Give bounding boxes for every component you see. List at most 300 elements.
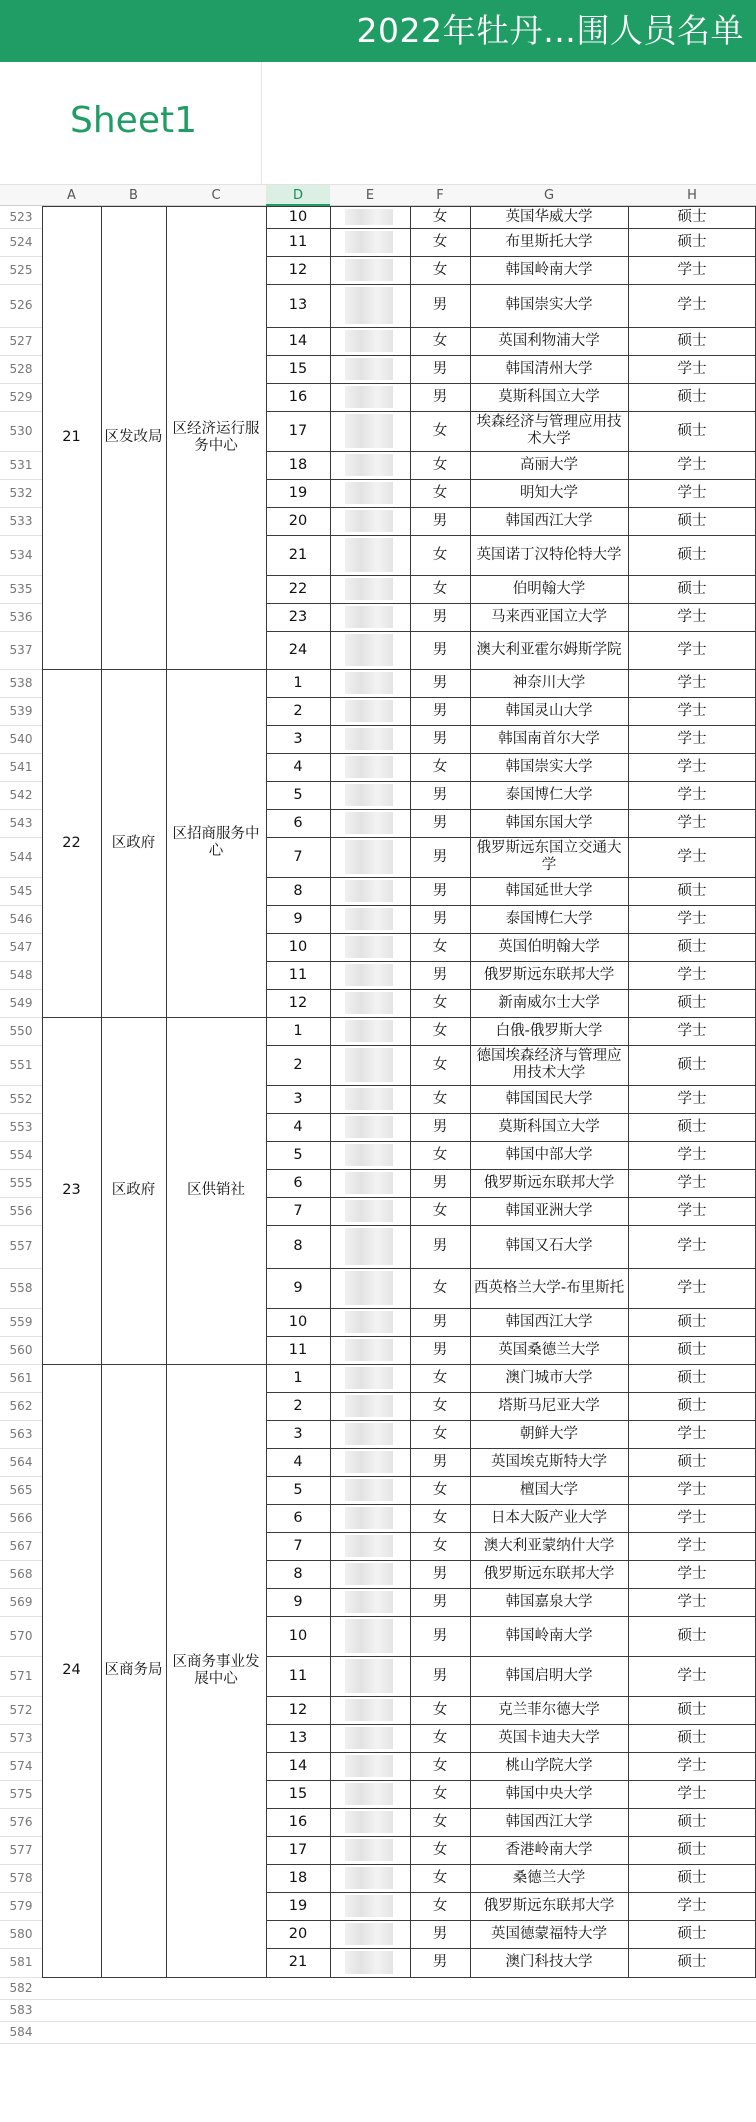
gender-cell[interactable]: 男 — [432, 848, 448, 865]
school-cell[interactable]: 俄罗斯远东联邦大学 — [483, 1897, 615, 1914]
row-number[interactable]: 559 — [9, 1315, 33, 1329]
degree-cell[interactable]: 学士 — [677, 297, 707, 313]
degree-cell[interactable]: 学士 — [677, 786, 707, 803]
gender-cell[interactable]: 男 — [432, 814, 448, 831]
school-cell[interactable]: 韩国亚洲大学 — [505, 1202, 593, 1219]
row-number[interactable]: 553 — [9, 1120, 33, 1134]
degree-cell[interactable]: 学士 — [677, 1279, 707, 1296]
gender-cell[interactable]: 女 — [432, 1090, 448, 1107]
serial-cell[interactable]: 17 — [288, 1841, 308, 1858]
serial-cell[interactable]: 15 — [288, 1785, 308, 1802]
school-cell[interactable]: 布里斯托大学 — [505, 233, 593, 250]
row-number[interactable]: 530 — [9, 424, 33, 438]
school-cell[interactable]: 澳门科技大学 — [505, 1954, 593, 1970]
row-number[interactable]: 574 — [9, 1759, 33, 1773]
row-number[interactable]: 582 — [9, 1981, 33, 1995]
row-number[interactable]: 535 — [9, 582, 33, 596]
school-cell[interactable]: 德国埃森经济与管理应用技术大学 — [476, 1048, 622, 1081]
row-number[interactable]: 523 — [9, 210, 33, 224]
serial-cell[interactable]: 21 — [288, 546, 308, 563]
degree-cell[interactable]: 学士 — [677, 1146, 707, 1163]
degree-cell[interactable]: 学士 — [677, 1238, 707, 1254]
serial-cell[interactable]: 3 — [293, 730, 303, 747]
school-cell[interactable]: 英国埃克斯特大学 — [491, 1453, 607, 1470]
group-number-cell[interactable]: 22 — [62, 834, 81, 851]
degree-cell[interactable]: 学士 — [677, 1202, 707, 1219]
serial-cell[interactable]: 19 — [288, 484, 308, 501]
group-number-cell[interactable]: 21 — [62, 429, 81, 445]
degree-cell[interactable]: 硕士 — [677, 1729, 707, 1746]
degree-cell[interactable]: 学士 — [677, 360, 707, 377]
gender-cell[interactable]: 男 — [432, 882, 448, 899]
serial-cell[interactable]: 14 — [288, 1757, 308, 1774]
serial-cell[interactable]: 20 — [288, 1925, 308, 1942]
department-cell[interactable]: 区政府 — [111, 1182, 156, 1198]
degree-cell[interactable]: 学士 — [677, 1757, 707, 1774]
degree-cell[interactable]: 硕士 — [677, 388, 707, 405]
row-number[interactable]: 556 — [9, 1204, 33, 1218]
serial-cell[interactable]: 9 — [293, 1593, 303, 1610]
serial-cell[interactable]: 4 — [293, 758, 303, 775]
serial-cell[interactable]: 10 — [288, 1627, 308, 1644]
department-cell[interactable]: 区发改局 — [104, 429, 163, 445]
serial-cell[interactable]: 10 — [288, 208, 308, 225]
serial-cell[interactable]: 22 — [288, 580, 308, 597]
unit-cell[interactable]: 区商务事业发展中心 — [172, 1653, 260, 1687]
school-cell[interactable]: 莫斯科国立大学 — [498, 388, 600, 405]
gender-cell[interactable]: 男 — [432, 608, 448, 625]
serial-cell[interactable]: 9 — [293, 910, 303, 927]
school-cell[interactable]: 韩国岭南大学 — [505, 261, 593, 278]
row-number[interactable]: 571 — [9, 1669, 33, 1683]
gender-cell[interactable]: 女 — [432, 1897, 448, 1914]
degree-cell[interactable]: 学士 — [677, 1174, 707, 1191]
row-number[interactable]: 563 — [9, 1427, 33, 1441]
row-number[interactable]: 579 — [9, 1899, 33, 1913]
school-cell[interactable]: 韩国国民大学 — [505, 1090, 593, 1107]
degree-cell[interactable]: 学士 — [677, 910, 707, 927]
gender-cell[interactable]: 男 — [432, 1565, 448, 1582]
serial-cell[interactable]: 7 — [293, 848, 303, 865]
gender-cell[interactable]: 女 — [432, 1841, 448, 1858]
school-cell[interactable]: 白俄-俄罗斯大学 — [495, 1022, 603, 1039]
degree-cell[interactable]: 学士 — [677, 966, 707, 983]
row-number[interactable]: 536 — [9, 610, 33, 624]
degree-cell[interactable]: 硕士 — [677, 512, 707, 529]
degree-cell[interactable]: 学士 — [677, 1425, 707, 1442]
degree-cell[interactable]: 学士 — [677, 1481, 707, 1498]
gender-cell[interactable]: 女 — [432, 1369, 448, 1386]
row-number[interactable]: 562 — [9, 1399, 33, 1413]
serial-cell[interactable]: 5 — [293, 1146, 303, 1163]
row-number[interactable]: 528 — [9, 362, 33, 376]
row-number[interactable]: 554 — [9, 1148, 33, 1162]
school-cell[interactable]: 英国德蒙福特大学 — [491, 1925, 607, 1942]
row-number[interactable]: 567 — [9, 1539, 33, 1553]
school-cell[interactable]: 俄罗斯远东联邦大学 — [483, 966, 615, 983]
column-header-e[interactable]: E — [365, 188, 375, 203]
degree-cell[interactable]: 学士 — [677, 1593, 707, 1610]
gender-cell[interactable]: 女 — [432, 332, 448, 349]
degree-cell[interactable]: 硕士 — [677, 938, 707, 955]
row-number[interactable]: 546 — [9, 912, 33, 926]
school-cell[interactable]: 朝鲜大学 — [520, 1425, 578, 1442]
row-number[interactable]: 527 — [9, 334, 33, 348]
department-cell[interactable]: 区商务局 — [104, 1662, 163, 1678]
school-cell[interactable]: 韩国东国大学 — [505, 814, 593, 831]
row-number[interactable]: 580 — [9, 1927, 33, 1941]
row-number[interactable]: 526 — [9, 298, 33, 312]
gender-cell[interactable]: 男 — [432, 1341, 448, 1358]
school-cell[interactable]: 莫斯科国立大学 — [498, 1118, 600, 1135]
serial-cell[interactable]: 14 — [288, 332, 308, 349]
row-number[interactable]: 552 — [9, 1092, 33, 1106]
row-number[interactable]: 551 — [9, 1058, 33, 1072]
school-cell[interactable]: 韩国中部大学 — [505, 1146, 593, 1163]
gender-cell[interactable]: 男 — [432, 1174, 448, 1191]
school-cell[interactable]: 马来西亚国立大学 — [491, 608, 607, 625]
school-cell[interactable]: 英国卡迪夫大学 — [498, 1729, 600, 1746]
school-cell[interactable]: 澳门城市大学 — [505, 1369, 593, 1386]
serial-cell[interactable]: 5 — [293, 786, 303, 803]
school-cell[interactable]: 英国华威大学 — [505, 208, 593, 225]
row-number[interactable]: 543 — [9, 816, 33, 830]
serial-cell[interactable]: 4 — [293, 1118, 303, 1135]
degree-cell[interactable]: 学士 — [677, 484, 707, 501]
serial-cell[interactable]: 13 — [288, 297, 308, 313]
school-cell[interactable]: 神奈川大学 — [512, 674, 586, 691]
serial-cell[interactable]: 11 — [288, 1341, 308, 1358]
department-cell[interactable]: 区政府 — [111, 834, 156, 851]
school-cell[interactable]: 桃山学院大学 — [505, 1757, 593, 1774]
gender-cell[interactable]: 女 — [432, 1056, 448, 1073]
school-cell[interactable]: 桑德兰大学 — [512, 1869, 586, 1886]
gender-cell[interactable]: 男 — [432, 1925, 448, 1942]
school-cell[interactable]: 明知大学 — [520, 484, 578, 501]
row-number[interactable]: 570 — [9, 1629, 33, 1643]
serial-cell[interactable]: 13 — [288, 1729, 308, 1746]
degree-cell[interactable]: 硕士 — [677, 1118, 707, 1135]
serial-cell[interactable]: 7 — [293, 1537, 303, 1554]
gender-cell[interactable]: 女 — [432, 1397, 448, 1414]
row-number[interactable]: 539 — [9, 704, 33, 718]
degree-cell[interactable]: 硕士 — [677, 1313, 707, 1330]
serial-cell[interactable]: 1 — [293, 1022, 303, 1039]
degree-cell[interactable]: 硕士 — [677, 1925, 707, 1942]
school-cell[interactable]: 日本大阪产业大学 — [491, 1509, 607, 1526]
gender-cell[interactable]: 男 — [432, 1627, 448, 1644]
row-number[interactable]: 550 — [9, 1024, 33, 1038]
gender-cell[interactable]: 女 — [432, 546, 448, 563]
school-cell[interactable]: 俄罗斯远东联邦大学 — [483, 1565, 615, 1582]
degree-cell[interactable]: 学士 — [677, 758, 707, 775]
degree-cell[interactable]: 学士 — [677, 1509, 707, 1526]
degree-cell[interactable]: 硕士 — [677, 882, 707, 899]
degree-cell[interactable]: 硕士 — [677, 1954, 707, 1970]
serial-cell[interactable]: 18 — [288, 456, 308, 473]
gender-cell[interactable]: 男 — [432, 641, 448, 658]
gender-cell[interactable]: 男 — [432, 1453, 448, 1470]
degree-cell[interactable]: 硕士 — [677, 1397, 707, 1414]
gender-cell[interactable]: 男 — [432, 1954, 448, 1970]
serial-cell[interactable]: 7 — [293, 1202, 303, 1219]
degree-cell[interactable]: 学士 — [677, 1022, 707, 1039]
gender-cell[interactable]: 女 — [432, 1022, 448, 1039]
row-number[interactable]: 568 — [9, 1567, 33, 1581]
gender-cell[interactable]: 女 — [432, 1146, 448, 1163]
school-cell[interactable]: 韩国中央大学 — [505, 1785, 593, 1802]
school-cell[interactable]: 泰国博仁大学 — [505, 910, 593, 927]
unit-cell[interactable]: 区招商服务中心 — [172, 826, 260, 859]
gender-cell[interactable]: 女 — [432, 1869, 448, 1886]
serial-cell[interactable]: 18 — [288, 1869, 308, 1886]
degree-cell[interactable]: 学士 — [677, 456, 707, 473]
serial-cell[interactable]: 11 — [288, 1667, 308, 1684]
degree-cell[interactable]: 学士 — [677, 848, 707, 865]
row-number[interactable]: 558 — [9, 1281, 33, 1295]
column-header-b[interactable]: B — [129, 188, 138, 203]
serial-cell[interactable]: 11 — [288, 966, 308, 983]
row-number[interactable]: 584 — [9, 2025, 33, 2039]
group-number-cell[interactable]: 23 — [62, 1182, 81, 1198]
unit-cell[interactable]: 区供销社 — [187, 1182, 245, 1198]
row-number[interactable]: 547 — [9, 940, 33, 954]
school-cell[interactable]: 新南威尔士大学 — [498, 994, 600, 1011]
serial-cell[interactable]: 17 — [288, 422, 308, 439]
row-number[interactable]: 569 — [9, 1595, 33, 1609]
column-header-h[interactable]: H — [687, 188, 697, 203]
gender-cell[interactable]: 女 — [432, 1729, 448, 1746]
gender-cell[interactable]: 女 — [432, 1757, 448, 1774]
degree-cell[interactable]: 硕士 — [677, 1341, 707, 1358]
row-number[interactable]: 573 — [9, 1731, 33, 1745]
gender-cell[interactable]: 女 — [432, 1202, 448, 1219]
school-cell[interactable]: 塔斯马尼亚大学 — [498, 1397, 600, 1414]
gender-cell[interactable]: 女 — [432, 1785, 448, 1802]
gender-cell[interactable]: 女 — [432, 994, 448, 1011]
row-number[interactable]: 529 — [9, 390, 33, 404]
degree-cell[interactable]: 硕士 — [677, 233, 707, 250]
school-cell[interactable]: 泰国博仁大学 — [505, 786, 593, 803]
school-cell[interactable]: 澳大利亚蒙纳什大学 — [483, 1537, 615, 1554]
row-number[interactable]: 575 — [9, 1787, 33, 1801]
school-cell[interactable]: 韩国启明大学 — [505, 1667, 593, 1684]
serial-cell[interactable]: 8 — [293, 1238, 303, 1254]
school-cell[interactable]: 英国利物浦大学 — [498, 332, 600, 349]
serial-cell[interactable]: 2 — [293, 1056, 303, 1073]
school-cell[interactable]: 西英格兰大学-布里斯托 — [473, 1279, 625, 1296]
serial-cell[interactable]: 10 — [288, 938, 308, 955]
row-number[interactable]: 541 — [9, 760, 33, 774]
gender-cell[interactable]: 男 — [432, 702, 448, 719]
serial-cell[interactable]: 2 — [293, 1397, 303, 1414]
school-cell[interactable]: 韩国崇实大学 — [505, 297, 593, 313]
gender-cell[interactable]: 男 — [432, 360, 448, 377]
serial-cell[interactable]: 16 — [288, 1813, 308, 1830]
degree-cell[interactable]: 硕士 — [677, 1841, 707, 1858]
serial-cell[interactable]: 12 — [288, 261, 308, 278]
school-cell[interactable]: 韩国崇实大学 — [505, 758, 593, 775]
school-cell[interactable]: 英国伯明翰大学 — [498, 938, 600, 955]
degree-cell[interactable]: 学士 — [677, 261, 707, 278]
degree-cell[interactable]: 硕士 — [677, 1869, 707, 1886]
serial-cell[interactable]: 3 — [293, 1090, 303, 1107]
gender-cell[interactable]: 男 — [432, 1313, 448, 1330]
row-number[interactable]: 557 — [9, 1239, 33, 1253]
school-cell[interactable]: 香港岭南大学 — [505, 1841, 593, 1858]
sheet-tab-sheet1[interactable]: Sheet1 — [70, 100, 197, 141]
gender-cell[interactable]: 女 — [432, 1701, 448, 1718]
school-cell[interactable]: 俄罗斯远东国立交通大学 — [476, 840, 622, 873]
row-number[interactable]: 578 — [9, 1871, 33, 1885]
gender-cell[interactable]: 女 — [432, 261, 448, 278]
row-number[interactable]: 581 — [9, 1955, 33, 1969]
row-number[interactable]: 583 — [9, 2003, 33, 2017]
row-number[interactable]: 524 — [9, 235, 33, 249]
row-number[interactable]: 564 — [9, 1455, 33, 1469]
school-cell[interactable]: 檀国大学 — [520, 1481, 578, 1498]
group-number-cell[interactable]: 24 — [62, 1662, 81, 1678]
gender-cell[interactable]: 女 — [432, 1813, 448, 1830]
school-cell[interactable]: 韩国灵山大学 — [505, 702, 593, 719]
gender-cell[interactable]: 女 — [432, 1509, 448, 1526]
column-header-d[interactable]: D — [266, 185, 330, 206]
school-cell[interactable]: 伯明翰大学 — [512, 580, 586, 597]
school-cell[interactable]: 克兰菲尔德大学 — [498, 1701, 600, 1718]
gender-cell[interactable]: 女 — [432, 938, 448, 955]
serial-cell[interactable]: 24 — [288, 641, 308, 658]
degree-cell[interactable]: 学士 — [677, 608, 707, 625]
serial-cell[interactable]: 6 — [293, 1509, 303, 1526]
column-header-a[interactable]: A — [67, 188, 76, 203]
row-number[interactable]: 538 — [9, 676, 33, 690]
school-cell[interactable]: 高丽大学 — [520, 456, 578, 473]
gender-cell[interactable]: 男 — [432, 1667, 448, 1684]
gender-cell[interactable]: 女 — [432, 1425, 448, 1442]
serial-cell[interactable]: 3 — [293, 1425, 303, 1442]
degree-cell[interactable]: 硕士 — [677, 1701, 707, 1718]
gender-cell[interactable]: 男 — [432, 297, 448, 313]
row-number[interactable]: 576 — [9, 1815, 33, 1829]
degree-cell[interactable]: 硕士 — [677, 422, 707, 439]
gender-cell[interactable]: 男 — [432, 1593, 448, 1610]
degree-cell[interactable]: 硕士 — [677, 332, 707, 349]
degree-cell[interactable]: 学士 — [677, 1897, 707, 1914]
serial-cell[interactable]: 12 — [288, 1701, 308, 1718]
row-number[interactable]: 555 — [9, 1176, 33, 1190]
gender-cell[interactable]: 女 — [432, 484, 448, 501]
degree-cell[interactable]: 学士 — [677, 730, 707, 747]
school-cell[interactable]: 埃森经济与管理应用技术大学 — [476, 414, 622, 447]
school-cell[interactable]: 澳大利亚霍尔姆斯学院 — [476, 641, 622, 658]
degree-cell[interactable]: 学士 — [677, 702, 707, 719]
serial-cell[interactable]: 1 — [293, 1369, 303, 1386]
row-number[interactable]: 540 — [9, 732, 33, 746]
degree-cell[interactable]: 硕士 — [677, 1453, 707, 1470]
degree-cell[interactable]: 学士 — [677, 1785, 707, 1802]
degree-cell[interactable]: 硕士 — [677, 994, 707, 1011]
serial-cell[interactable]: 11 — [288, 233, 308, 250]
serial-cell[interactable]: 21 — [288, 1954, 308, 1970]
gender-cell[interactable]: 女 — [432, 233, 448, 250]
degree-cell[interactable]: 学士 — [677, 1667, 707, 1684]
gender-cell[interactable]: 男 — [432, 910, 448, 927]
gender-cell[interactable]: 男 — [432, 512, 448, 529]
gender-cell[interactable]: 男 — [432, 674, 448, 691]
serial-cell[interactable]: 15 — [288, 360, 308, 377]
serial-cell[interactable]: 4 — [293, 1453, 303, 1470]
degree-cell[interactable]: 学士 — [677, 641, 707, 658]
gender-cell[interactable]: 女 — [432, 1537, 448, 1554]
serial-cell[interactable]: 16 — [288, 388, 308, 405]
school-cell[interactable]: 韩国嘉泉大学 — [505, 1593, 593, 1610]
degree-cell[interactable]: 学士 — [677, 1537, 707, 1554]
gender-cell[interactable]: 女 — [432, 422, 448, 439]
serial-cell[interactable]: 19 — [288, 1897, 308, 1914]
row-number[interactable]: 533 — [9, 514, 33, 528]
column-header-g[interactable]: G — [543, 188, 555, 203]
gender-cell[interactable]: 女 — [432, 758, 448, 775]
degree-cell[interactable]: 硕士 — [677, 1056, 707, 1073]
row-number[interactable]: 572 — [9, 1703, 33, 1717]
school-cell[interactable]: 韩国西江大学 — [505, 1313, 593, 1330]
gender-cell[interactable]: 男 — [432, 388, 448, 405]
row-number[interactable]: 531 — [9, 458, 33, 472]
serial-cell[interactable]: 5 — [293, 1481, 303, 1498]
school-cell[interactable]: 俄罗斯远东联邦大学 — [483, 1174, 615, 1191]
degree-cell[interactable]: 硕士 — [677, 580, 707, 597]
row-number[interactable]: 548 — [9, 968, 33, 982]
row-number[interactable]: 542 — [9, 788, 33, 802]
gender-cell[interactable]: 女 — [432, 1481, 448, 1498]
degree-cell[interactable]: 硕士 — [677, 1627, 707, 1644]
degree-cell[interactable]: 学士 — [677, 674, 707, 691]
degree-cell[interactable]: 学士 — [677, 814, 707, 831]
degree-cell[interactable]: 硕士 — [677, 1813, 707, 1830]
row-number[interactable]: 560 — [9, 1343, 33, 1357]
gender-cell[interactable]: 女 — [432, 1279, 448, 1296]
row-number[interactable]: 565 — [9, 1483, 33, 1497]
serial-cell[interactable]: 20 — [288, 512, 308, 529]
gender-cell[interactable]: 女 — [432, 456, 448, 473]
school-cell[interactable]: 韩国西江大学 — [505, 1813, 593, 1830]
serial-cell[interactable]: 10 — [288, 1313, 308, 1330]
school-cell[interactable]: 韩国延世大学 — [505, 882, 593, 899]
school-cell[interactable]: 韩国岭南大学 — [505, 1627, 593, 1644]
serial-cell[interactable]: 6 — [293, 814, 303, 831]
degree-cell[interactable]: 学士 — [677, 1565, 707, 1582]
school-cell[interactable]: 英国诺丁汉特伦特大学 — [476, 546, 622, 563]
school-cell[interactable]: 韩国清州大学 — [505, 360, 593, 377]
row-number[interactable]: 549 — [9, 996, 33, 1010]
serial-cell[interactable]: 2 — [293, 702, 303, 719]
gender-cell[interactable]: 女 — [432, 208, 448, 225]
degree-cell[interactable]: 硕士 — [677, 1369, 707, 1386]
row-number[interactable]: 566 — [9, 1511, 33, 1525]
unit-cell[interactable]: 区经济运行服务中心 — [172, 420, 260, 454]
row-number[interactable]: 544 — [9, 850, 33, 864]
school-cell[interactable]: 韩国西江大学 — [505, 512, 593, 529]
row-number[interactable]: 577 — [9, 1843, 33, 1857]
serial-cell[interactable]: 12 — [288, 994, 308, 1011]
row-number[interactable]: 561 — [9, 1371, 33, 1385]
degree-cell[interactable]: 硕士 — [677, 208, 707, 225]
school-cell[interactable]: 韩国南首尔大学 — [498, 730, 600, 747]
row-number[interactable]: 532 — [9, 486, 33, 500]
school-cell[interactable]: 英国桑德兰大学 — [498, 1341, 600, 1358]
serial-cell[interactable]: 8 — [293, 882, 303, 899]
gender-cell[interactable]: 男 — [432, 1238, 448, 1254]
